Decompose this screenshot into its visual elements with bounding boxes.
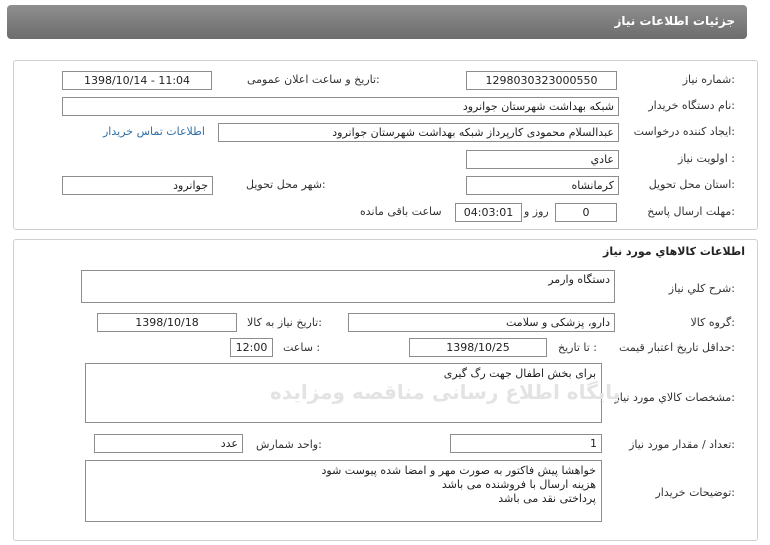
remaining-time-label: ساعت باقی مانده <box>360 205 442 218</box>
creator-field: عبدالسلام محمودی کارپرداز شبکه بهداشت شهرستان جوانرود <box>218 123 619 142</box>
deadline-days-field: 0 <box>555 203 617 222</box>
spec-label: مشخصات کالاي مورد نياز: <box>614 391 735 404</box>
buyer-notes-field: خواهشا پیش فاکتور به صورت مهر و امضا شده پیوست شود هزینه ارسال با فروشنده می باشد پرداختی نقد می باشد <box>85 460 602 522</box>
page-header <box>7 5 747 39</box>
watermark: پایگاه اطلاع رسانی مناقصه ومزایده <box>270 380 621 404</box>
min-validity-label: حداقل تاریخ اعتبار قیمت: <box>619 341 735 354</box>
qty-field: 1 <box>450 434 602 453</box>
unit-label: واحد شمارش: <box>256 438 322 451</box>
general-desc-field: دستگاه وارمر <box>81 270 615 303</box>
priority-label: اولویت نیاز : <box>677 152 735 165</box>
goods-section-title: اطلاعات کالاهاي مورد نياز <box>603 245 745 258</box>
validity-time-field: 12:00 <box>230 338 273 357</box>
need-info-panel <box>13 60 758 230</box>
creator-label: ایجاد کننده درخواست: <box>633 125 735 138</box>
need-number-field: 1298030323000550 <box>466 71 617 90</box>
province-field: کرمانشاه <box>466 176 619 195</box>
need-number-label: شماره نیاز: <box>682 73 735 86</box>
goods-group-label: گروه کالا: <box>690 316 735 329</box>
buyer-notes-label: توضیحات خریدار: <box>655 486 735 499</box>
goods-info-panel <box>13 239 758 541</box>
need-date-field: 1398/10/18 <box>97 313 237 332</box>
spec-field: برای بخش اطفال جهت رگ گیری <box>85 363 602 423</box>
days-and-label: روز و <box>524 205 549 218</box>
buyer-org-label: نام دستگاه خریدار: <box>648 99 735 112</box>
until-date-label: تا تاریخ : <box>558 341 597 354</box>
priority-field: عادي <box>466 150 619 169</box>
deadline-time-field: 04:03:01 <box>455 203 522 222</box>
city-field: جوانرود <box>62 176 213 195</box>
unit-field: عدد <box>94 434 243 453</box>
announce-datetime-label: تاریخ و ساعت اعلان عمومی: <box>247 73 380 86</box>
city-label: شهر محل تحویل: <box>246 178 326 191</box>
goods-group-field: دارو، پزشکی و سلامت <box>348 313 615 332</box>
page-title: جزئیات اطلاعات نیاز <box>614 14 735 28</box>
until-date-field: 1398/10/25 <box>409 338 547 357</box>
general-desc-label: شرح کلي نياز: <box>668 282 735 295</box>
qty-label: تعداد / مقدار مورد نیاز: <box>629 438 735 451</box>
announce-datetime-field: 1398/10/14 - 11:04 <box>62 71 212 90</box>
buyer-org-field: شبکه بهداشت شهرستان جوانرود <box>62 97 619 116</box>
deadline-label: مهلت ارسال پاسخ: <box>647 205 735 218</box>
need-date-label: تاریخ نیاز به کالا: <box>247 316 322 329</box>
province-label: استان محل تحویل: <box>648 178 735 191</box>
validity-time-label: ساعت : <box>283 341 321 354</box>
buyer-contact-link[interactable]: اطلاعات تماس خریدار <box>103 125 205 138</box>
